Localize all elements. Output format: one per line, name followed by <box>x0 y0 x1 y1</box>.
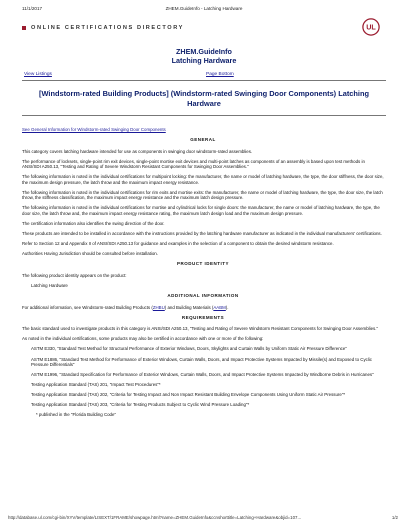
paragraph: This category covers latching hardware intended for use as components in swinging door windstorm-rated assemblies. <box>22 148 253 154</box>
directory-label: ONLINE CERTIFICATIONS DIRECTORY <box>31 25 184 31</box>
standard-item: ASTM E330, "Standard Test Method for Structural Performance of Exterior Windows, Doors, Skylights and Curtain Walls by Uniform Static Air Pressure Difference" <box>31 346 347 352</box>
print-url: http://database.ul.com/cgi-bin/XYV/template/LISEXT/1FRAME/showpage.html?name=ZHEM.GuideInfo&ccnshorttitle=Latching+Hardware&objid=107... <box>8 515 302 520</box>
divider <box>22 115 386 116</box>
doc-code: ZHEM.GuideInfo <box>176 47 232 56</box>
standard-item: Testing Application Standard (TAS) 202, "Criteria for Testing Impact and Non Impact Resistant Building Envelope Components Using Uniform Static Air Pressure"* <box>31 392 346 398</box>
print-window-title: ZHEM.GuideInfo - Latching Hardware <box>165 6 243 11</box>
section-general: GENERAL <box>190 137 216 143</box>
paragraph: The following information is noted in the individual certifications for rim exits and mortise exits: the manufacturer, the name or model of latching hardware, the type, the door size, the latch throw, the stiffness classification, the maximum impact energy resistance and the maximum latch design pressure. <box>22 189 383 201</box>
paragraph: The following product identity appears on the product: <box>22 272 127 278</box>
standard-item: ASTM E1886, "Standard Test Method for Performance of Exterior Windows, Curtain Walls, Doors, and Impact Protective Systems Impacted by Missile(s) and Exposed to Cyclic Pressure Differentials" <box>31 356 372 367</box>
paragraph: The following information is noted in the individual certifications for mortise and cylindrical locks for single doors: the manufacturer, the name or model of latching hardware, the type, the door size, the latch throw and, the maximum impact energy resistance rating, the maximum latch design load and the maximum design pressure. <box>22 205 380 216</box>
document-body <box>22 127 384 423</box>
print-page-number: 1/2 <box>391 515 398 520</box>
general-info-link[interactable]: See General Information for Windstorm-rated Swinging Door Components <box>22 127 166 132</box>
directory-banner <box>22 22 184 34</box>
paragraph: The basic standard used to investigate products in this category is ANSI/SDI A250.13, "Testing and Rating of Severe Windstorm Resistant Components for Swinging Door Assemblies." <box>22 326 379 332</box>
zhbu-link[interactable]: ZHBU <box>152 304 165 310</box>
paragraph: These products are intended to be installed in accordance with the instructions provided by the latching hardware manufacturer as indicated in the individual manufacturers' certifications. <box>22 231 382 237</box>
page-bottom-link[interactable]: Page Bottom <box>206 72 234 77</box>
divider <box>22 80 386 81</box>
paragraph: The certification information also identifies the swing direction of the door. <box>22 221 165 227</box>
section-additional-information: ADDITIONAL INFORMATION <box>167 293 239 299</box>
doc-name: Latching Hardware <box>171 56 237 65</box>
ul-logo-text: UL <box>366 22 376 32</box>
paragraph: Authorities Having Jurisdiction should be consulted before installation. <box>22 251 158 257</box>
print-date: 11/1/2017 <box>22 6 43 11</box>
view-listings-link[interactable]: View Listings <box>24 72 52 77</box>
text-span: For additional information, see Windstorm-rated Building Products ( <box>22 304 153 310</box>
paragraph <box>22 305 384 311</box>
paragraph: The performance of locksets, single-point rim exit devices, single-point mortise exit devices and multi-point latches as components of an assembly is based upon test methods in ANSI/SDI A250.13, "Testing and Rating of Severe Windstorm Resistant Components for Swinging Door Assemblies." <box>22 158 365 170</box>
section-requirements: REQUIREMENTS <box>181 314 225 320</box>
standard-item: Testing Application Standard (TAS) 203, "Criteria for Testing Products Subject to Cyclic Wind Pressure Loading"* <box>31 402 250 408</box>
text-span: ) and Building Materials ( <box>164 304 214 310</box>
section-product-identity: PRODUCT IDENTITY <box>176 261 229 267</box>
paragraph: The following information is noted in the individual certifications for multipoint locking: the manufacturer, the name or model of latching hardware, the type, the door stiffness, the door size, the maximum design pressure, the latch throw and the maximum impact energy resistance. <box>22 174 384 185</box>
product-identity-item: Latching Hardware <box>31 283 68 289</box>
standard-item: Testing Application Standard (TAS) 201, "Impact Test Procedures"* <box>31 382 161 388</box>
paragraph: As noted in the individual certifications, some products may also be certified in accordance with one or more of the following: <box>22 336 264 342</box>
standard-item: ASTM E1996, "Standard Specification for Performance of Exterior Windows, Curtain Walls, Doors, and Impact Protective Systems Impacted by Windborne Debris in Hurricanes" <box>31 372 374 378</box>
page-title <box>0 47 408 65</box>
aabm-link[interactable]: AABM <box>213 304 226 310</box>
text-span: ). <box>225 304 229 310</box>
ul-logo-icon <box>362 18 380 36</box>
print-header <box>22 6 386 14</box>
brand-square-icon <box>22 26 26 30</box>
paragraph: Refer to Section 12 and Appendix II of ANSI/SDI A250.13 for guidance and examples in the selection of a component to obtain the desired windstorm resistance. <box>22 241 334 247</box>
category-heading: [Windstorm-rated Building Products] (Windstorm-rated Swinging Door Components) Latching Hardware <box>39 89 369 108</box>
footnote: * published in the "Florida Building Code" <box>36 412 117 418</box>
